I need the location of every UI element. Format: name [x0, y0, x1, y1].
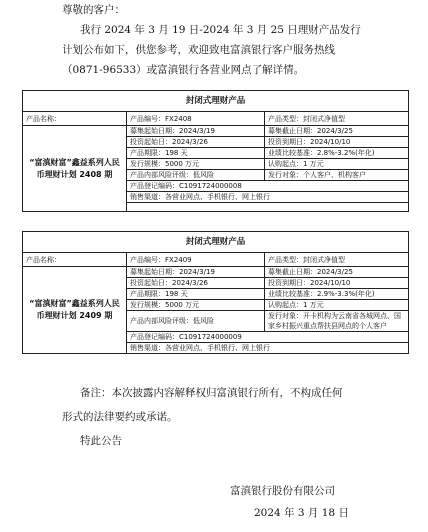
product-term: 产品期限：198 天 [127, 289, 265, 300]
inception-date: 投资起始日：2024/3/26 [127, 278, 265, 289]
product-type: 产品类型：封闭式净值型 [265, 253, 409, 267]
issue-size: 发行规模：5000 万元 [127, 159, 265, 170]
bank-name: 富滇银行股份有限公司 [230, 485, 335, 497]
announcement-date: 2024 年 3 月 18 日 [254, 507, 349, 519]
table-title: 封闭式理财产品 [23, 232, 409, 253]
raise-start: 募集起始日期：2024/3/19 [127, 267, 265, 278]
note-line-1: 备注：本次披露内容解释权归富滇银行所有，不构成任何 [80, 387, 343, 399]
product-term: 产品期限：198 天 [127, 148, 265, 159]
min-amount: 认购起点：1 万元 [265, 300, 409, 311]
maturity-date: 投资到期日：2024/10/10 [265, 137, 409, 148]
product-name: “富滇财富”鑫益系列人民币理财计划 2409 期 [23, 267, 127, 354]
sales-channel: 销售渠道：各营业网点、手机银行、网上银行 [127, 343, 409, 354]
benchmark: 业绩比较基准：2.8%-3.2%(年化) [265, 148, 409, 159]
maturity-date: 投资到期日：2024/10/10 [265, 278, 409, 289]
product-table [22, 90, 409, 212]
raise-end: 募集截止日期：2024/3/25 [265, 126, 409, 137]
note-line-2: 形式的法律要约或承诺。 [62, 411, 178, 423]
inception-date: 投资起始日：2024/3/26 [127, 137, 265, 148]
product-name-label: 产品名称： [23, 253, 127, 267]
risk-rating: 产品内部风险评级：低风险 [127, 170, 265, 181]
intro-line-3: （0871-96533）或富滇银行各营业网点了解详情。 [62, 64, 305, 76]
raise-start: 募集起始日期：2024/3/19 [127, 126, 265, 137]
salutation: 尊敬的客户： [62, 4, 125, 16]
min-amount: 认购起点：1 万元 [265, 159, 409, 170]
benchmark: 业绩比较基准：2.9%-3.3%(年化) [265, 289, 409, 300]
target-clients: 发行对象：开卡机构为云南省各城网点、国家乡村振兴重点帮扶县网点的个人客户 [265, 311, 409, 332]
closing-text: 特此公告 [80, 435, 122, 447]
product-code: 产品编号：FX2409 [127, 253, 265, 267]
registration-code: 产品登记编码：C1091724000008 [127, 181, 409, 192]
table-title: 封闭式理财产品 [23, 91, 409, 112]
product-name-label: 产品名称： [23, 112, 127, 126]
product-type: 产品类型：封闭式净值型 [265, 112, 409, 126]
registration-code: 产品登记编码：C1091724000009 [127, 332, 409, 343]
intro-line-1: 我行 2024 年 3 月 19 日-2024 年 3 月 25 日理财产品发行 [80, 24, 361, 36]
product-code: 产品编号：FX2408 [127, 112, 265, 126]
intro-line-2: 计划公布如下，供您参考，欢迎致电富滇银行客户服务热线 [62, 44, 335, 56]
issue-size: 发行规模：5000 万元 [127, 300, 265, 311]
empty-row [127, 203, 409, 212]
target-clients: 发行对象：个人客户、机构客户 [265, 170, 409, 181]
product-table [22, 231, 409, 354]
raise-end: 募集截止日期：2024/3/25 [265, 267, 409, 278]
risk-rating: 产品内部风险评级：低风险 [127, 311, 265, 332]
sales-channel: 销售渠道：各营业网点、手机银行、网上银行 [127, 192, 409, 203]
product-name: “富滇财富”鑫益系列人民币理财计划 2408 期 [23, 126, 127, 212]
